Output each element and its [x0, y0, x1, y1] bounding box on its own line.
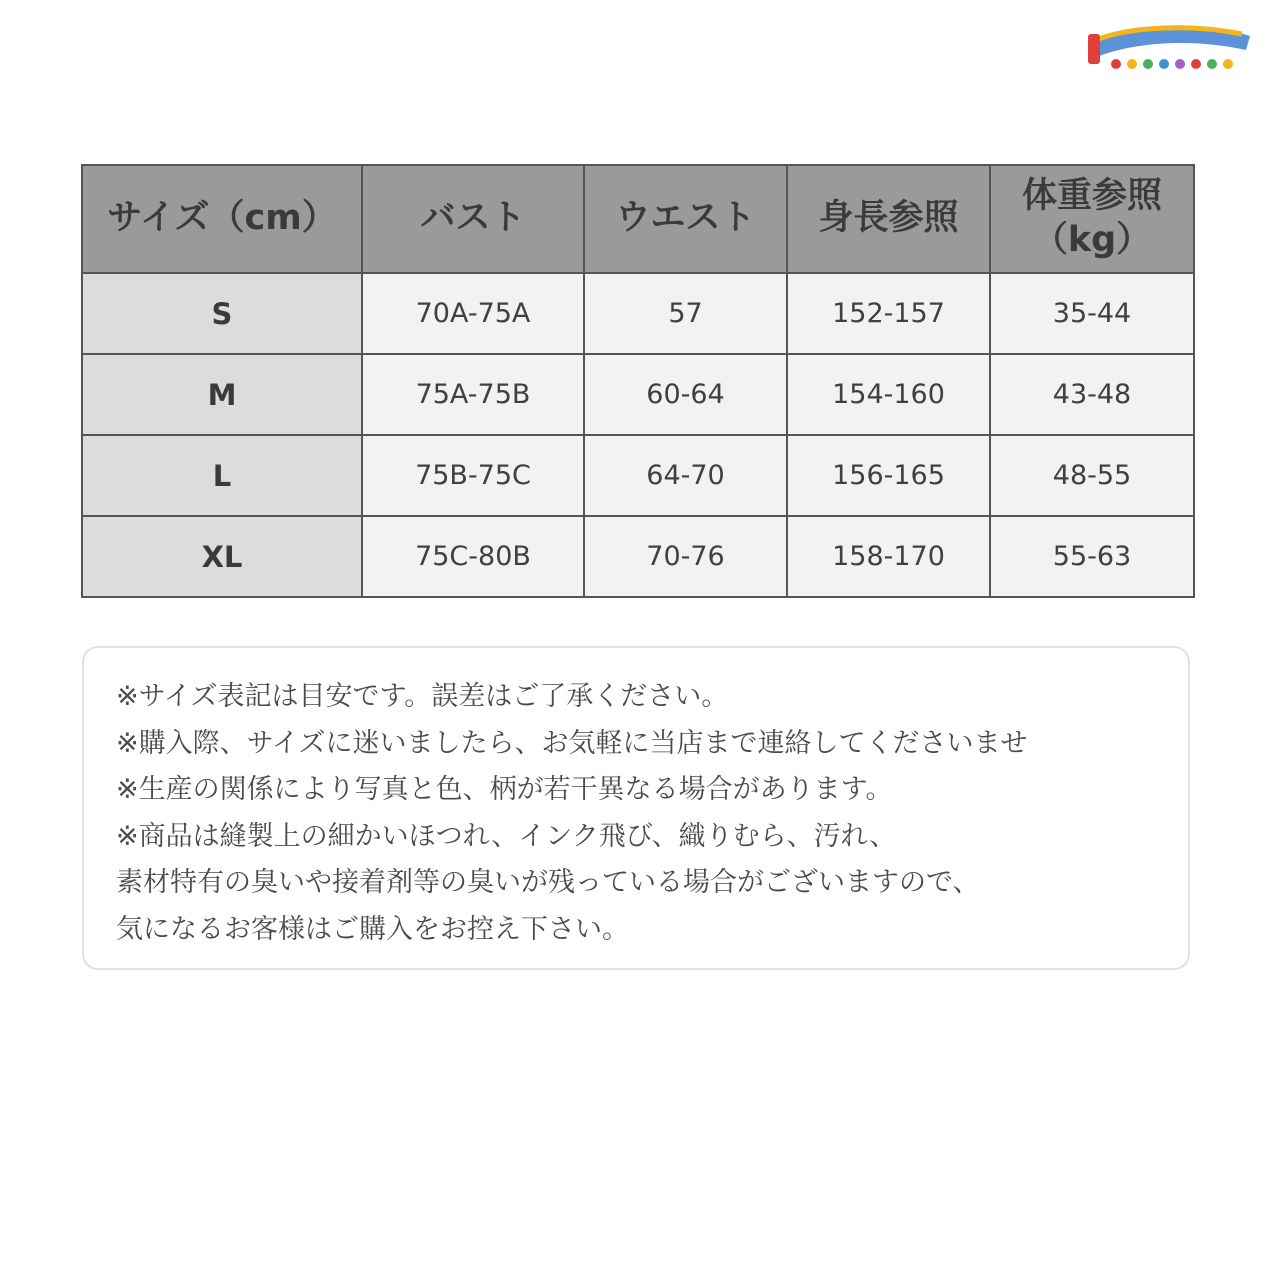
size-cell: S — [82, 273, 362, 354]
size-cell: XL — [82, 516, 362, 597]
note-line: ※購入際、サイズに迷いましたら、お気軽に当店まで連絡してくださいませ — [116, 727, 1028, 759]
notes-box — [82, 646, 1190, 970]
waist-cell: 70-76 — [584, 516, 787, 597]
note-line: ※サイズ表記は目安です。誤差はご了承ください。 — [116, 681, 729, 712]
size-chart-table — [81, 164, 1195, 598]
waist-cell: 57 — [584, 273, 787, 354]
table-header-row — [82, 165, 1194, 273]
table-row — [82, 273, 1194, 354]
size-cell: L — [82, 435, 362, 516]
weight-cell: 43-48 — [990, 354, 1194, 435]
height-cell: 158-170 — [787, 516, 990, 597]
note-line: ※商品は縫製上の細かいほつれ、インク飛び、織りむら、汚れ、 — [116, 820, 897, 852]
header-waist: ウエスト — [584, 165, 787, 273]
weight-cell: 35-44 — [990, 273, 1194, 354]
header-weight: 体重参照（kg） — [990, 165, 1194, 273]
bust-cell: 75C-80B — [362, 516, 584, 597]
height-cell: 154-160 — [787, 354, 990, 435]
table-row — [82, 354, 1194, 435]
note-line: 素材特有の臭いや接着剤等の臭いが残っている場合がございますので、 — [116, 867, 980, 898]
note-line: ※生産の関係により写真と色、柄が若干異なる場合があります。 — [116, 774, 893, 805]
weight-cell: 48-55 — [990, 435, 1194, 516]
weight-cell: 55-63 — [990, 516, 1194, 597]
height-cell: 156-165 — [787, 435, 990, 516]
bust-cell: 75A-75B — [362, 354, 584, 435]
header-bust: バスト — [362, 165, 584, 273]
table-row — [82, 435, 1194, 516]
size-cell: M — [82, 354, 362, 435]
table-row — [82, 516, 1194, 597]
bust-cell: 70A-75A — [362, 273, 584, 354]
header-height: 身長参照 — [787, 165, 990, 273]
header-size: サイズ（cm） — [82, 165, 362, 273]
waist-cell: 64-70 — [584, 435, 787, 516]
bust-cell: 75B-75C — [362, 435, 584, 516]
shop-logo-icon — [1082, 16, 1254, 72]
waist-cell: 60-64 — [584, 354, 787, 435]
height-cell: 152-157 — [787, 273, 990, 354]
note-line: 気になるお客様はご購入をお控え下さい。 — [116, 913, 629, 945]
